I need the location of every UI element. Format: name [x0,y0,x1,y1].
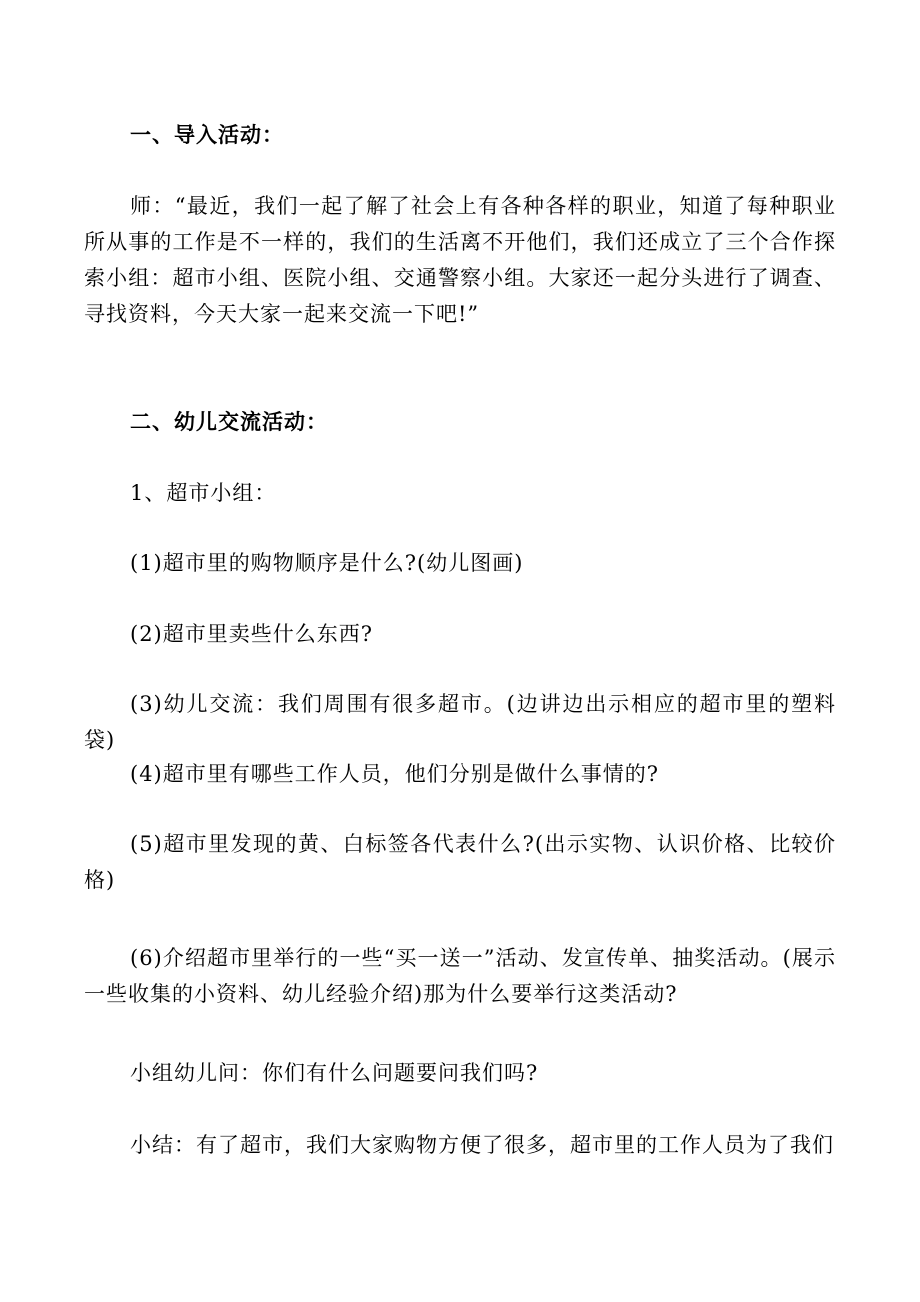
group-question: 小组幼儿问：你们有什么问题要问我们吗? [130,1061,539,1085]
section-heading-intro: 一、导入活动： [130,122,284,147]
list-item-1: (1)超市里的购物顺序是什么?(幼儿图画) [130,551,524,575]
summary-paragraph: 小结：有了超市，我们大家购物方便了很多，超市里的工作人员为了我们 [130,1133,834,1157]
group-title-supermarket: 1、超市小组： [130,481,277,505]
list-item-6: (6)介绍超市里举行的一些“买一送一”活动、发宣传单、抽奖活动。(展示一些收集的小资料、幼儿经验介绍)那为什么要举行这类活动? [84,946,836,1006]
list-item-4: (4)超市里有哪些工作人员，他们分别是做什么事情的? [130,762,660,786]
intro-paragraph: 师：“最近，我们一起了解了社会上有各种各样的职业，知道了每种职业所从事的工作是不一样的，我们的生活离不开他们，我们还成立了三个合作探索小组：超市小组、医院小组、交通警察小组。大家还一起分头进行了调查、寻找资料，今天大家一起来交流一下吧!” [84,194,836,326]
section-heading-exchange: 二、幼儿交流活动： [130,409,328,434]
list-item-3: (3)幼儿交流：我们周围有很多超市。(边讲边出示相应的超市里的塑料袋) [84,692,836,752]
list-item-2: (2)超市里卖些什么东西? [130,622,374,646]
list-item-5: (5)超市里发现的黄、白标签各代表什么?(出示实物、认识价格、比较价格) [84,832,836,892]
